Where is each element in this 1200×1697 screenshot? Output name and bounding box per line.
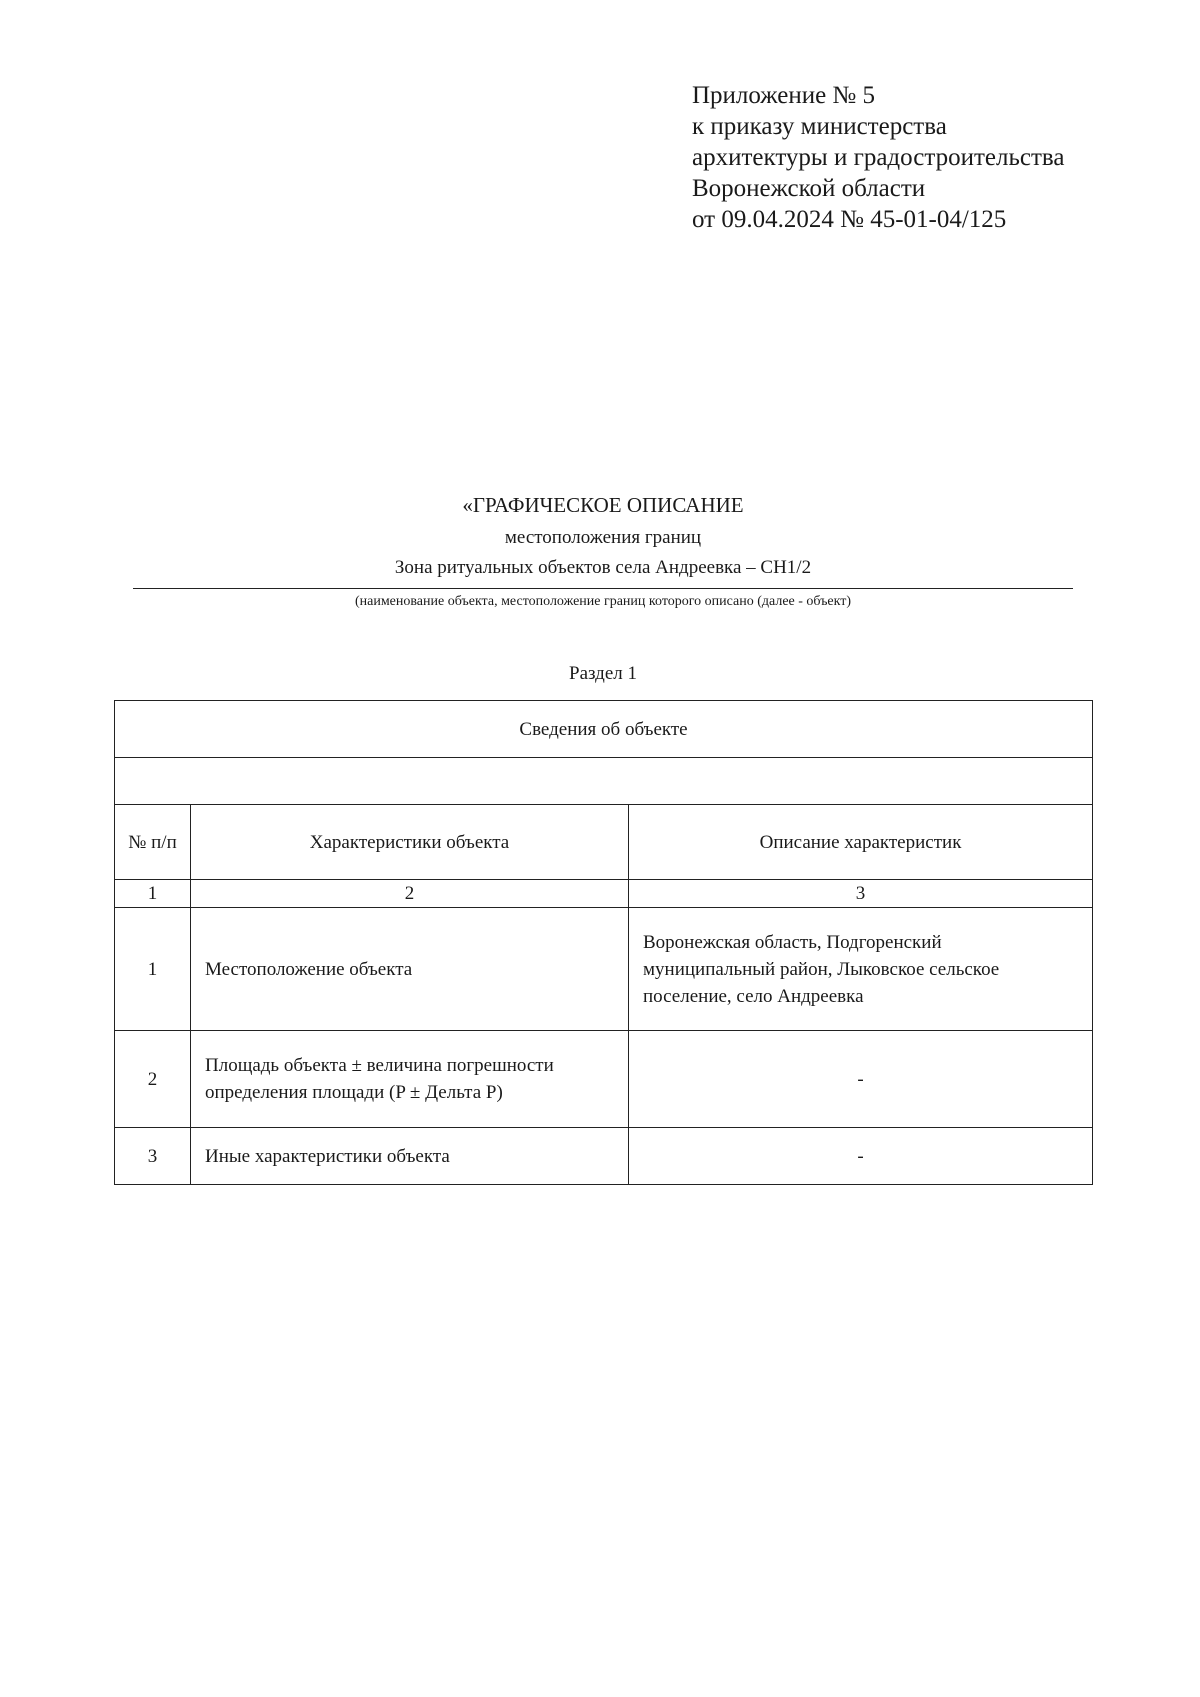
table-header-row <box>115 805 1093 880</box>
row-number: 2 <box>115 1031 191 1128</box>
row-description: - <box>629 1031 1093 1128</box>
appendix-block <box>692 80 1064 235</box>
appendix-line: Приложение № 5 <box>692 82 876 109</box>
column-number: 3 <box>629 880 1093 908</box>
appendix-line: от 09.04.2024 № 45-01-04/125 <box>692 206 1007 233</box>
column-header-number: № п/п <box>115 805 191 880</box>
table-title: Сведения об объекте <box>115 701 1093 758</box>
section-label: Раздел 1 <box>569 663 637 684</box>
column-numbers-row <box>115 880 1093 908</box>
appendix-line: к приказу министерства <box>692 113 947 140</box>
row-description: Воронежская область, Подгоренский муниципальный район, Лыковское сельское поселение, село Андреевка <box>629 908 1093 1031</box>
document-subtitle: местоположения границ <box>504 527 702 548</box>
object-info-table <box>114 700 1093 1185</box>
row-characteristic: Иные характеристики объекта <box>191 1128 629 1185</box>
empty-cell <box>115 758 1093 805</box>
underline-divider <box>133 588 1073 589</box>
row-number: 3 <box>115 1128 191 1185</box>
row-characteristic: Площадь объекта ± величина погрешности определения площади (P ± Дельта P) <box>191 1031 629 1128</box>
appendix-line: Воронежской области <box>692 175 926 202</box>
table-row <box>115 1031 1093 1128</box>
column-header-characteristic: Характеристики объекта <box>191 805 629 880</box>
object-name: Зона ритуальных объектов села Андреевка – СН1/2 <box>394 557 812 578</box>
row-number: 1 <box>115 908 191 1031</box>
table-empty-row <box>115 758 1093 805</box>
appendix-line: архитектуры и градостроительства <box>692 144 1065 171</box>
table-row <box>115 1128 1093 1185</box>
row-description: - <box>629 1128 1093 1185</box>
row-characteristic: Местоположение объекта <box>191 908 629 1031</box>
table-row <box>115 908 1093 1031</box>
document-title: «ГРАФИЧЕСКОЕ ОПИСАНИЕ <box>462 493 744 517</box>
column-header-description: Описание характеристик <box>629 805 1093 880</box>
title-block <box>133 490 1073 613</box>
object-caption: (наименование объекта, местоположение границ которого описано (далее - объект) <box>354 594 852 609</box>
column-number: 1 <box>115 880 191 908</box>
column-number: 2 <box>191 880 629 908</box>
table-title-row <box>115 701 1093 758</box>
